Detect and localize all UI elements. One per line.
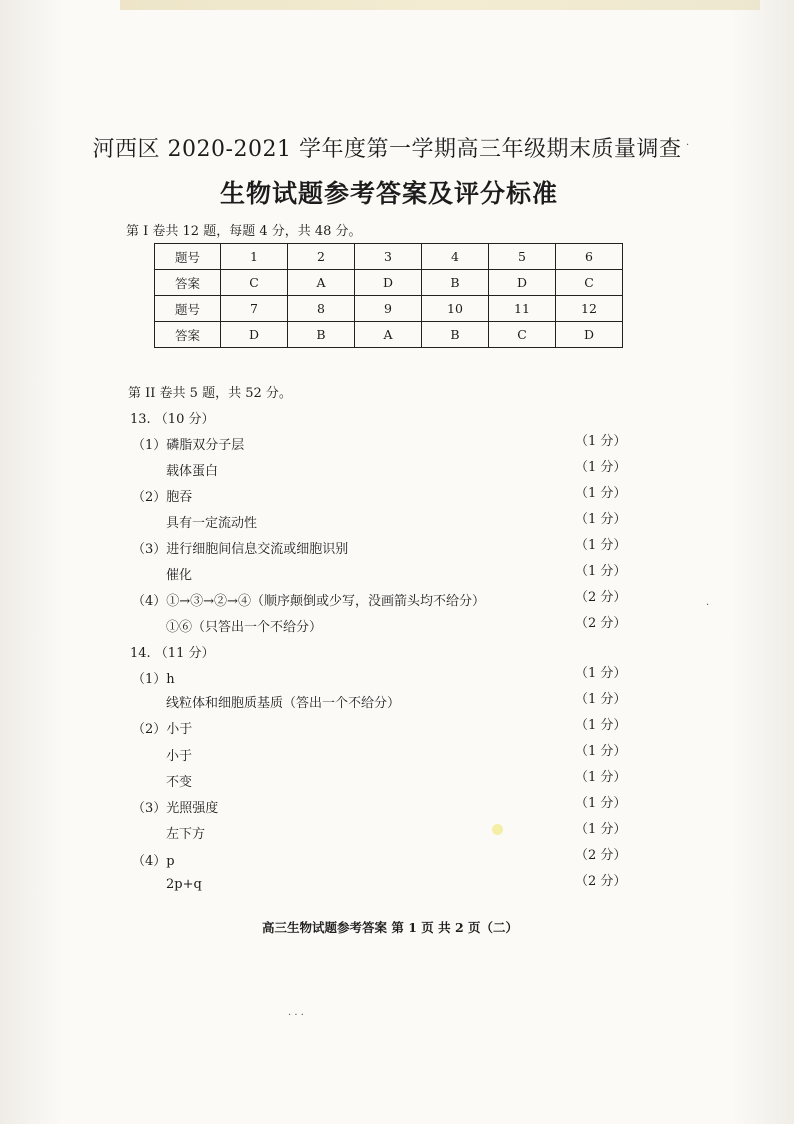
table-row: [155, 244, 623, 270]
table-row: [155, 270, 623, 296]
table-cell: 1: [221, 244, 288, 270]
q14-answer-line: 左下方: [166, 827, 206, 842]
table-cell: 10: [422, 296, 489, 322]
q13-heading: 13. （10 分）: [130, 412, 215, 427]
paper-edge-shadow: [120, 0, 760, 10]
q13-score: （1 分）: [575, 564, 627, 579]
table-cell: 9: [355, 296, 422, 322]
q13-answer-line: （3）进行细胞间信息交流或细胞识别: [132, 542, 349, 557]
table-row: [155, 296, 623, 322]
table-row: [155, 322, 623, 348]
table-cell: 3: [355, 244, 422, 270]
q13-score: （1 分）: [575, 460, 627, 475]
table-cell: 12: [556, 296, 623, 322]
q13-answer-line: ①⑥（只答出一个不给分）: [166, 620, 323, 635]
table-cell: C: [489, 322, 556, 348]
table-cell: 6: [556, 244, 623, 270]
table-cell: 11: [489, 296, 556, 322]
q14-heading: 14. （11 分）: [130, 646, 215, 661]
table-cell: C: [556, 270, 623, 296]
table-cell: D: [355, 270, 422, 296]
q13-answer-line: （4）①→③→②→④（顺序颠倒或少写，没画箭头均不给分）: [132, 594, 485, 609]
q13-answer-line: 具有一定流动性: [166, 516, 258, 531]
q13-score: （2 分）: [575, 590, 627, 605]
q13-score: （1 分）: [575, 434, 627, 449]
table-cell: D: [489, 270, 556, 296]
q13-score: （2 分）: [575, 616, 627, 631]
q13-score: （1 分）: [575, 512, 627, 527]
q13-answer-line: （2）胞吞: [132, 490, 193, 505]
q14-answer-line: （3）光照强度: [132, 801, 219, 816]
table-cell: B: [288, 322, 355, 348]
table-cell: 4: [422, 244, 489, 270]
q14-score: （1 分）: [575, 796, 627, 811]
table-cell: 答案: [155, 270, 221, 296]
part1-intro: 第 I 卷共 12 题，每题 4 分，共 48 分。: [126, 224, 362, 239]
table-cell: A: [355, 322, 422, 348]
table-cell: A: [288, 270, 355, 296]
table-cell: B: [422, 322, 489, 348]
table-cell: 答案: [155, 322, 221, 348]
q14-score: （1 分）: [575, 718, 627, 733]
part2-intro: 第 II 卷共 5 题，共 52 分。: [128, 386, 292, 401]
q14-score: （2 分）: [575, 848, 627, 863]
document-title: 河西区 2020-2021 学年度第一学期高三年级期末质量调查: [92, 137, 682, 162]
scan-speck: ·: [686, 140, 690, 151]
table-cell: 2: [288, 244, 355, 270]
table-cell: C: [221, 270, 288, 296]
answer-table: [154, 243, 623, 348]
q14-score: （1 分）: [575, 666, 627, 681]
q13-score: （1 分）: [575, 486, 627, 501]
table-cell: 8: [288, 296, 355, 322]
q14-score: （2 分）: [575, 874, 627, 889]
q14-answer-line: 线粒体和细胞质基质（答出一个不给分）: [166, 696, 401, 711]
q13-answer-line: 催化: [166, 568, 193, 583]
q14-answer-line: （4）p: [132, 854, 175, 869]
table-cell: B: [422, 270, 489, 296]
highlighter-spot: [492, 824, 503, 835]
q13-score: （1 分）: [575, 538, 627, 553]
document-subtitle: 生物试题参考答案及评分标准: [219, 179, 558, 208]
q13-answer-line: 载体蛋白: [166, 464, 219, 479]
q14-answer-line: （1）h: [132, 672, 175, 687]
q14-score: （1 分）: [575, 744, 627, 759]
table-cell: D: [221, 322, 288, 348]
table-cell: 题号: [155, 244, 221, 270]
q14-answer-line: 2p+q: [166, 877, 202, 892]
q14-score: （1 分）: [575, 770, 627, 785]
q13-answer-line: （1）磷脂双分子层: [132, 438, 245, 453]
q14-answer-line: 不变: [166, 775, 193, 790]
page-footer: 高三生物试题参考答案 第 1 页 共 2 页（二）: [262, 920, 519, 935]
q14-answer-line: 小于: [166, 749, 193, 764]
table-cell: 7: [221, 296, 288, 322]
scan-speck: · · ·: [288, 1010, 304, 1021]
table-cell: 题号: [155, 296, 221, 322]
q14-answer-line: （2）小于: [132, 722, 193, 737]
q14-score: （1 分）: [575, 692, 627, 707]
scan-speck: ·: [706, 600, 710, 611]
table-cell: 5: [489, 244, 556, 270]
q14-score: （1 分）: [575, 822, 627, 837]
table-cell: D: [556, 322, 623, 348]
